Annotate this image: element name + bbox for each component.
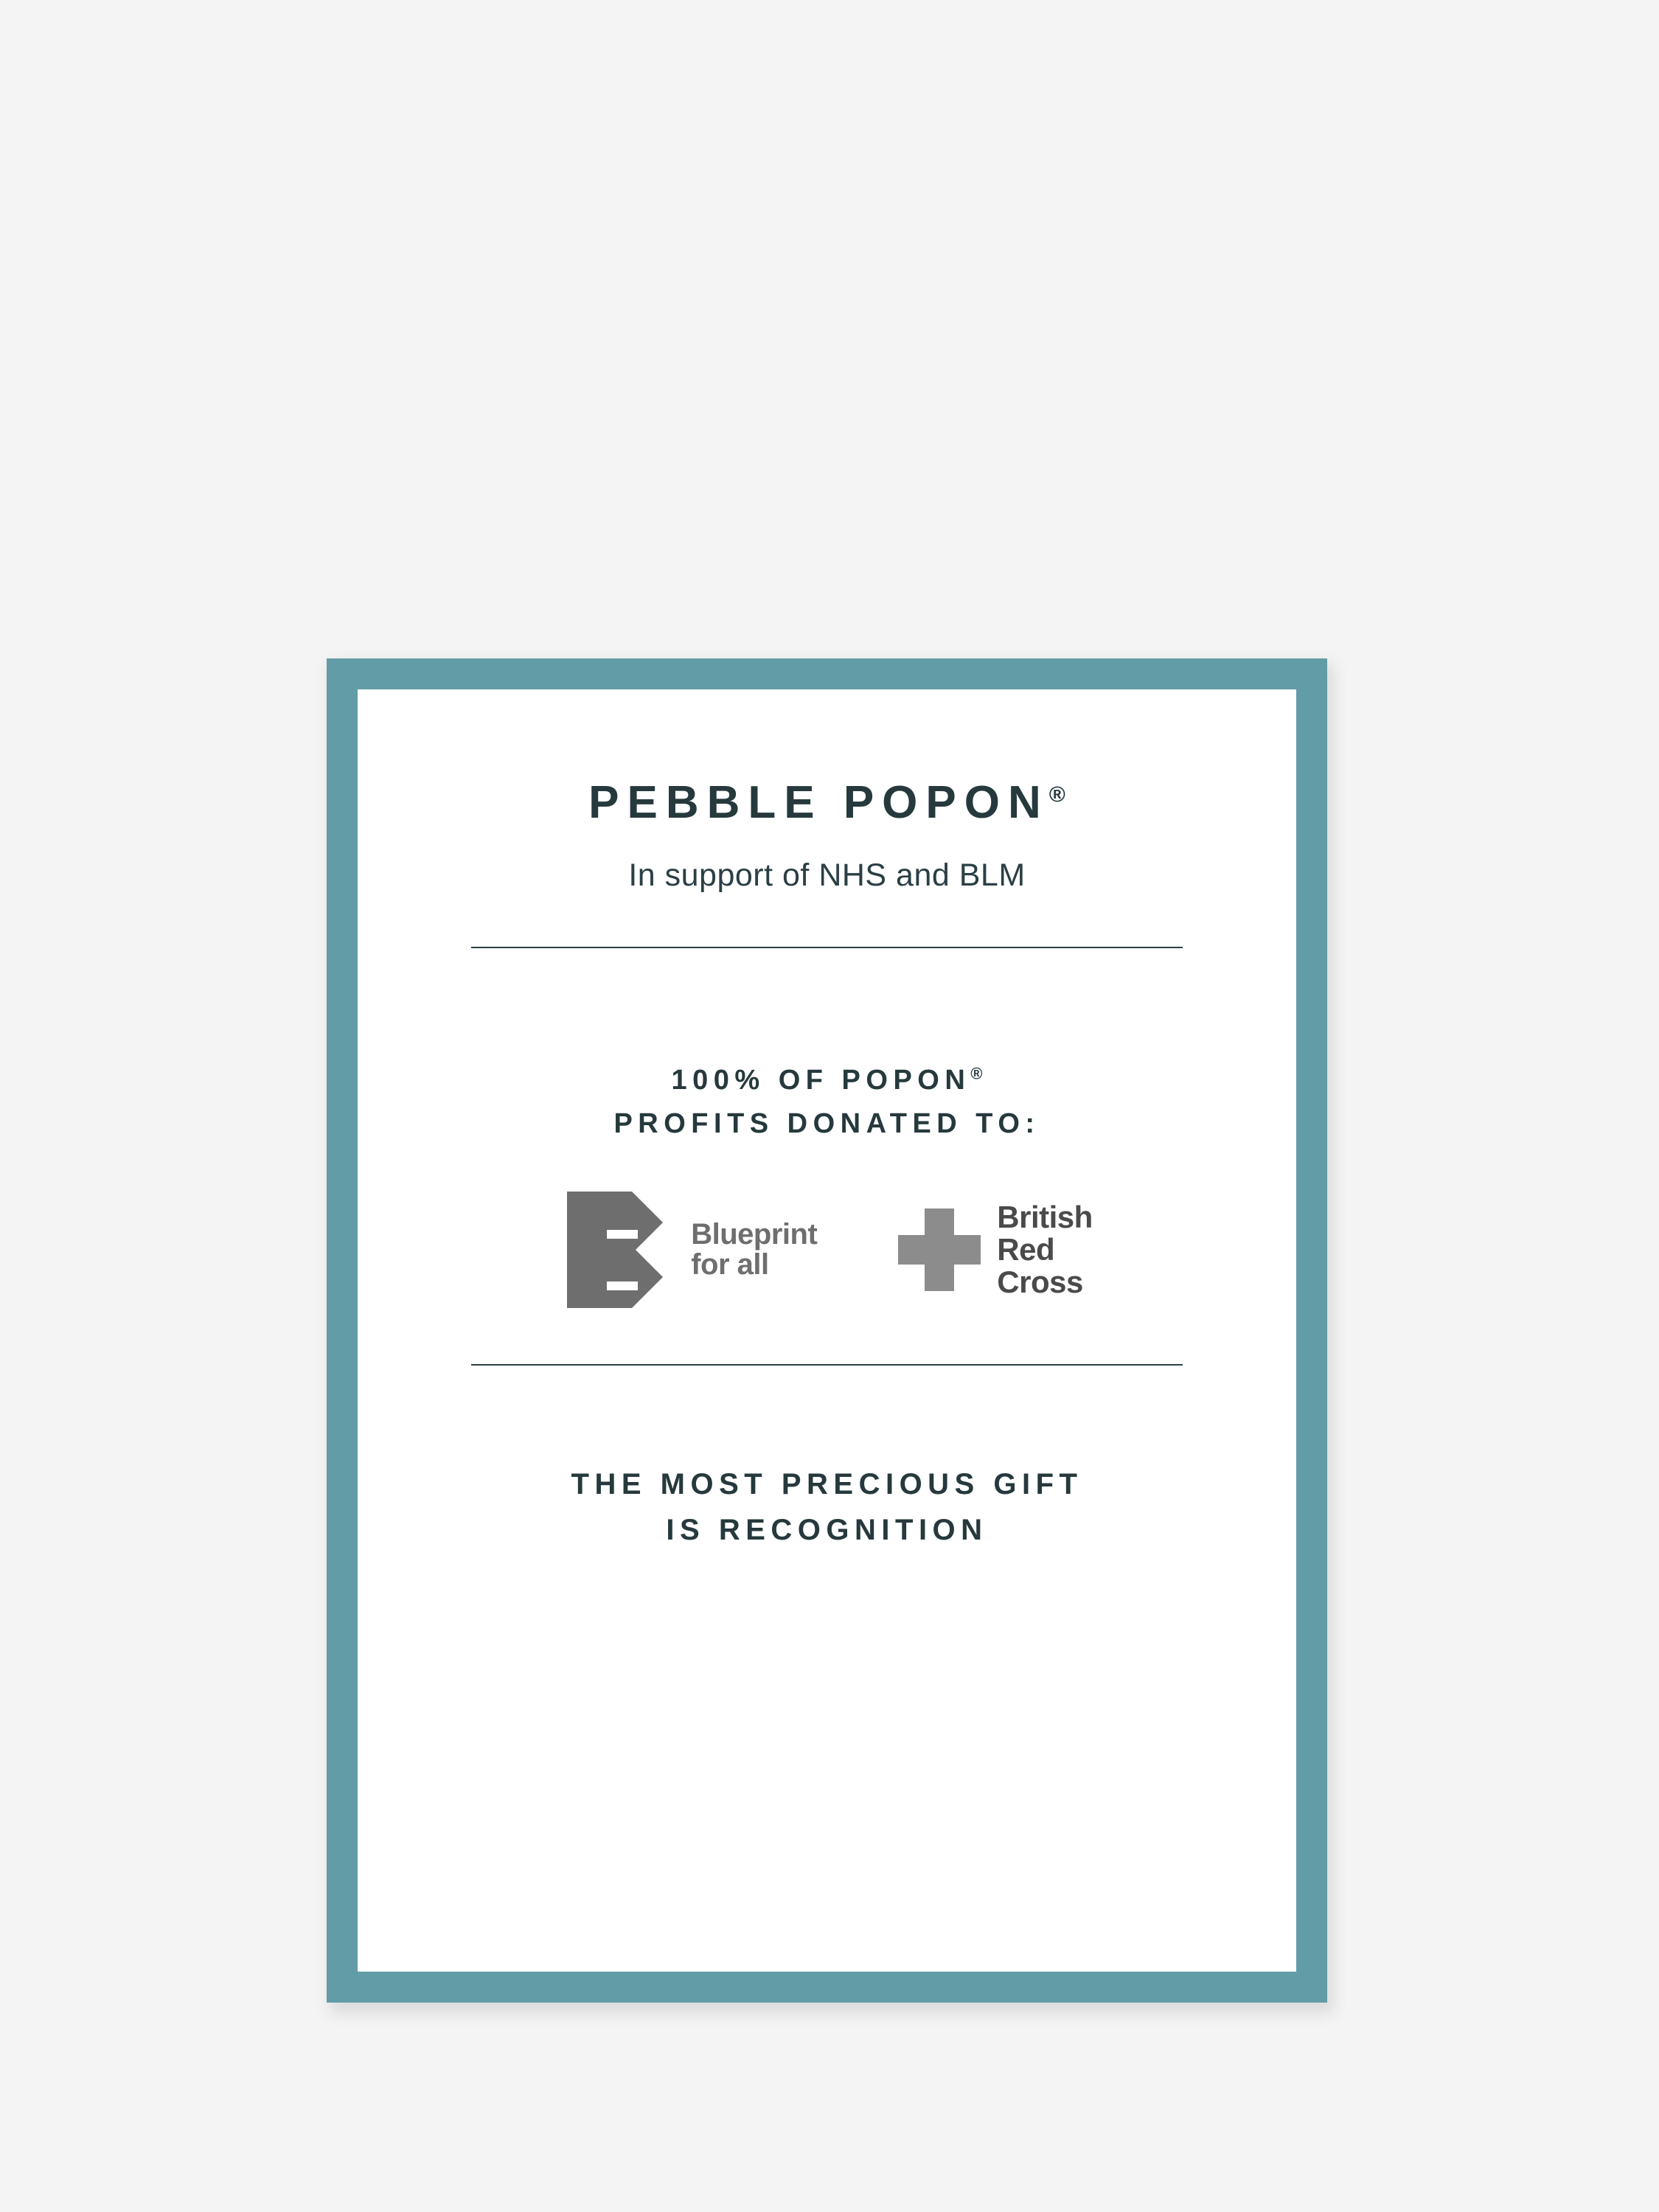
tagline-line1: THE MOST PRECIOUS GIFT — [571, 1467, 1083, 1500]
divider-top — [471, 947, 1183, 948]
charity-logo-british-red-cross — [898, 1201, 1093, 1298]
charity-logos-row — [434, 1187, 1220, 1312]
brand-title-text: PEBBLE POPON — [588, 777, 1049, 828]
donation-heading — [613, 1059, 1040, 1146]
red-cross-mark-icon — [898, 1208, 981, 1291]
subtitle: In support of NHS and BLM — [628, 858, 1026, 894]
blueprint-logo-text — [691, 1220, 817, 1280]
red-cross-logo-text-line3: Cross — [997, 1264, 1083, 1299]
donation-heading-line2: PROFITS DONATED TO: — [613, 1108, 1040, 1140]
red-cross-logo-text-line2: Red — [997, 1232, 1055, 1267]
registered-trademark-icon: ® — [970, 1064, 983, 1083]
blueprint-b-mark-icon — [561, 1187, 672, 1312]
blueprint-logo-text-line1: Blueprint — [691, 1218, 818, 1251]
cross-vertical-bar — [925, 1208, 954, 1291]
product-card-inner — [358, 689, 1296, 1972]
tagline — [571, 1461, 1083, 1553]
registered-trademark-icon: ® — [1048, 782, 1065, 807]
divider-bottom — [471, 1364, 1183, 1366]
tagline-line2: IS RECOGNITION — [666, 1513, 988, 1546]
page-title — [588, 778, 1065, 828]
blueprint-logo-text-line2: for all — [691, 1248, 769, 1281]
donation-heading-line1: 100% OF POPON — [671, 1065, 971, 1096]
red-cross-logo-text — [997, 1201, 1093, 1298]
charity-logo-blueprint-for-all — [561, 1187, 817, 1312]
red-cross-logo-text-line1: British — [997, 1200, 1093, 1235]
product-card-frame — [327, 658, 1327, 2003]
